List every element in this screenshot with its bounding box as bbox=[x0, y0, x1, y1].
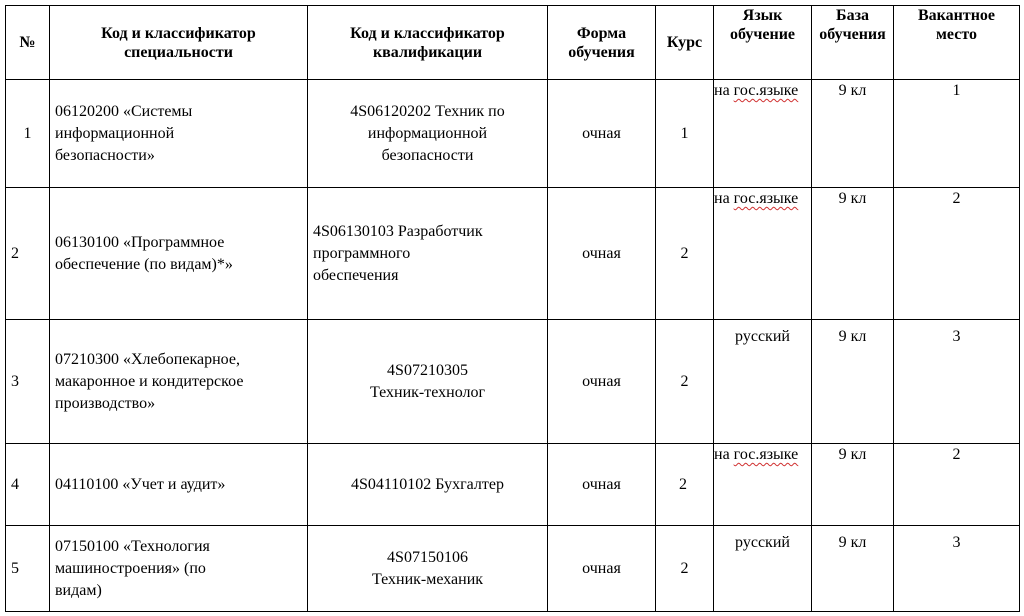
row-qualification: 4S04110102 Бухгалтер bbox=[308, 444, 548, 526]
row-num: 1 bbox=[6, 80, 50, 188]
row-form: очная bbox=[548, 444, 656, 526]
row-course: 2 bbox=[656, 188, 714, 320]
row-base: 9 кл bbox=[812, 80, 894, 188]
row-form: очная bbox=[548, 188, 656, 320]
row-specialty: 06120200 «Системы информационной безопасности» bbox=[50, 80, 308, 188]
row-language: на гос.языке bbox=[714, 444, 812, 526]
row-specialty: 07210300 «Хлебопекарное, макаронное и кондитерское производство» bbox=[50, 320, 308, 444]
header-qualification: Код и классификатор квалификации bbox=[308, 6, 548, 80]
row-language: русский bbox=[714, 320, 812, 444]
header-specialty: Код и классификатор специальности bbox=[50, 6, 308, 80]
table-row bbox=[6, 188, 1020, 320]
header-row bbox=[6, 6, 1020, 80]
row-vacant: 2 bbox=[894, 188, 1020, 320]
row-vacant: 1 bbox=[894, 80, 1020, 188]
row-base: 9 кл bbox=[812, 320, 894, 444]
row-qualification: 4S06120202 Техник по информационной безопасности bbox=[308, 80, 548, 188]
row-vacant: 2 bbox=[894, 444, 1020, 526]
row-base: 9 кл bbox=[812, 444, 894, 526]
row-num: 4 bbox=[6, 444, 50, 526]
table-row bbox=[6, 526, 1020, 612]
header-vacant: Вакантное место bbox=[894, 6, 1020, 80]
header-num: № bbox=[6, 6, 50, 80]
row-vacant: 3 bbox=[894, 526, 1020, 612]
row-specialty: 07150100 «Технология машиностроения» (по видам) bbox=[50, 526, 308, 612]
row-course: 1 bbox=[656, 80, 714, 188]
row-course: 2 bbox=[656, 526, 714, 612]
row-qualification: 4S07210305 Техник-технолог bbox=[308, 320, 548, 444]
header-base: База обучения bbox=[812, 6, 894, 80]
row-course: 2 bbox=[656, 444, 714, 526]
vacancy-table bbox=[5, 5, 1020, 612]
row-num: 2 bbox=[6, 188, 50, 320]
header-course: Курс bbox=[656, 6, 714, 80]
row-language: на гос.языке bbox=[714, 80, 812, 188]
row-num: 5 bbox=[6, 526, 50, 612]
row-qualification: 4S07150106 Техник-механик bbox=[308, 526, 548, 612]
header-language: Язык обучение bbox=[714, 6, 812, 80]
table-row bbox=[6, 320, 1020, 444]
row-form: очная bbox=[548, 320, 656, 444]
table-row bbox=[6, 80, 1020, 188]
row-form: очная bbox=[548, 80, 656, 188]
table-row bbox=[6, 444, 1020, 526]
row-form: очная bbox=[548, 526, 656, 612]
row-vacant: 3 bbox=[894, 320, 1020, 444]
row-course: 2 bbox=[656, 320, 714, 444]
row-num: 3 bbox=[6, 320, 50, 444]
row-qualification: 4S06130103 Разработчик программного обеспечения bbox=[308, 188, 548, 320]
row-language: русский bbox=[714, 526, 812, 612]
row-language: на гос.языке bbox=[714, 188, 812, 320]
row-base: 9 кл bbox=[812, 526, 894, 612]
row-specialty: 04110100 «Учет и аудит» bbox=[50, 444, 308, 526]
row-specialty: 06130100 «Программное обеспечение (по видам)*» bbox=[50, 188, 308, 320]
header-form: Форма обучения bbox=[548, 6, 656, 80]
row-base: 9 кл bbox=[812, 188, 894, 320]
